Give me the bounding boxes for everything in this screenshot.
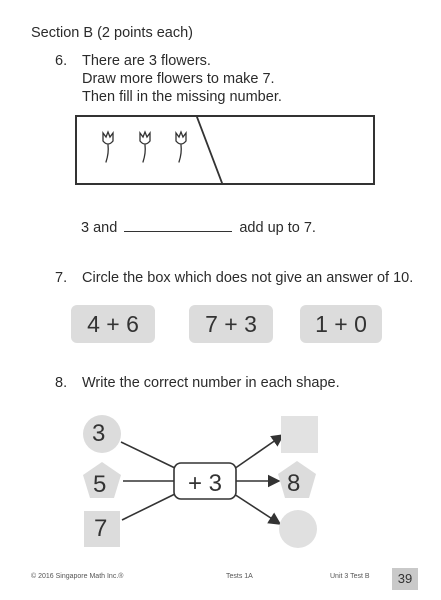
output-arrow xyxy=(234,435,283,469)
choice-box-7-plus-3[interactable]: 7 + 3 xyxy=(189,305,273,343)
input-line xyxy=(121,442,177,469)
question-8-text: Write the correct number in each shape. xyxy=(82,375,340,391)
flower-icon xyxy=(140,132,150,162)
choice-box-4-plus-6[interactable]: 4 + 6 xyxy=(71,305,155,343)
answer-blank[interactable] xyxy=(124,217,232,232)
question-8 xyxy=(55,374,340,392)
question-line: There are 3 flowers. xyxy=(82,53,211,69)
question-number: 8. xyxy=(55,375,68,391)
section-title: Section B (2 points each) xyxy=(31,25,194,41)
input-number-5: 5 xyxy=(93,471,107,498)
footer-unit: Unit 3 Test B xyxy=(330,573,370,580)
fill-suffix: add up to 7. xyxy=(239,220,316,236)
question-number: 7. xyxy=(55,270,68,286)
input-number-7: 7 xyxy=(94,515,108,542)
question-line: Then fill in the missing number. xyxy=(82,89,282,105)
question-7-text: Circle the box which does not give an answer of 10. xyxy=(82,270,414,286)
flower-icon xyxy=(103,132,113,162)
input-number-3: 3 xyxy=(92,420,106,447)
question-7 xyxy=(55,269,414,287)
page-number: 39 xyxy=(392,568,418,590)
fill-prefix: 3 and xyxy=(81,220,118,236)
output-answer-square[interactable] xyxy=(281,416,318,453)
question-number: 6. xyxy=(55,53,68,69)
divider-line xyxy=(197,117,222,183)
fill-in-sentence xyxy=(81,217,316,236)
footer-center: Tests 1A xyxy=(226,573,253,580)
output-number-8: 8 xyxy=(287,470,301,497)
question-line: Draw more flowers to make 7. xyxy=(82,71,275,87)
footer-copyright: © 2016 Singapore Math Inc.® xyxy=(31,573,124,580)
flowers-illustration xyxy=(77,117,373,183)
input-line xyxy=(122,493,177,520)
choice-box-1-plus-0[interactable]: 1 + 0 xyxy=(300,305,382,343)
question-6 xyxy=(55,52,282,105)
output-arrow xyxy=(234,494,280,524)
flower-icon xyxy=(176,132,186,162)
output-answer-circle[interactable] xyxy=(279,510,317,548)
flower-drawing-box[interactable] xyxy=(75,115,375,185)
operation-label: + 3 xyxy=(187,470,223,497)
question-6-text xyxy=(82,52,422,106)
